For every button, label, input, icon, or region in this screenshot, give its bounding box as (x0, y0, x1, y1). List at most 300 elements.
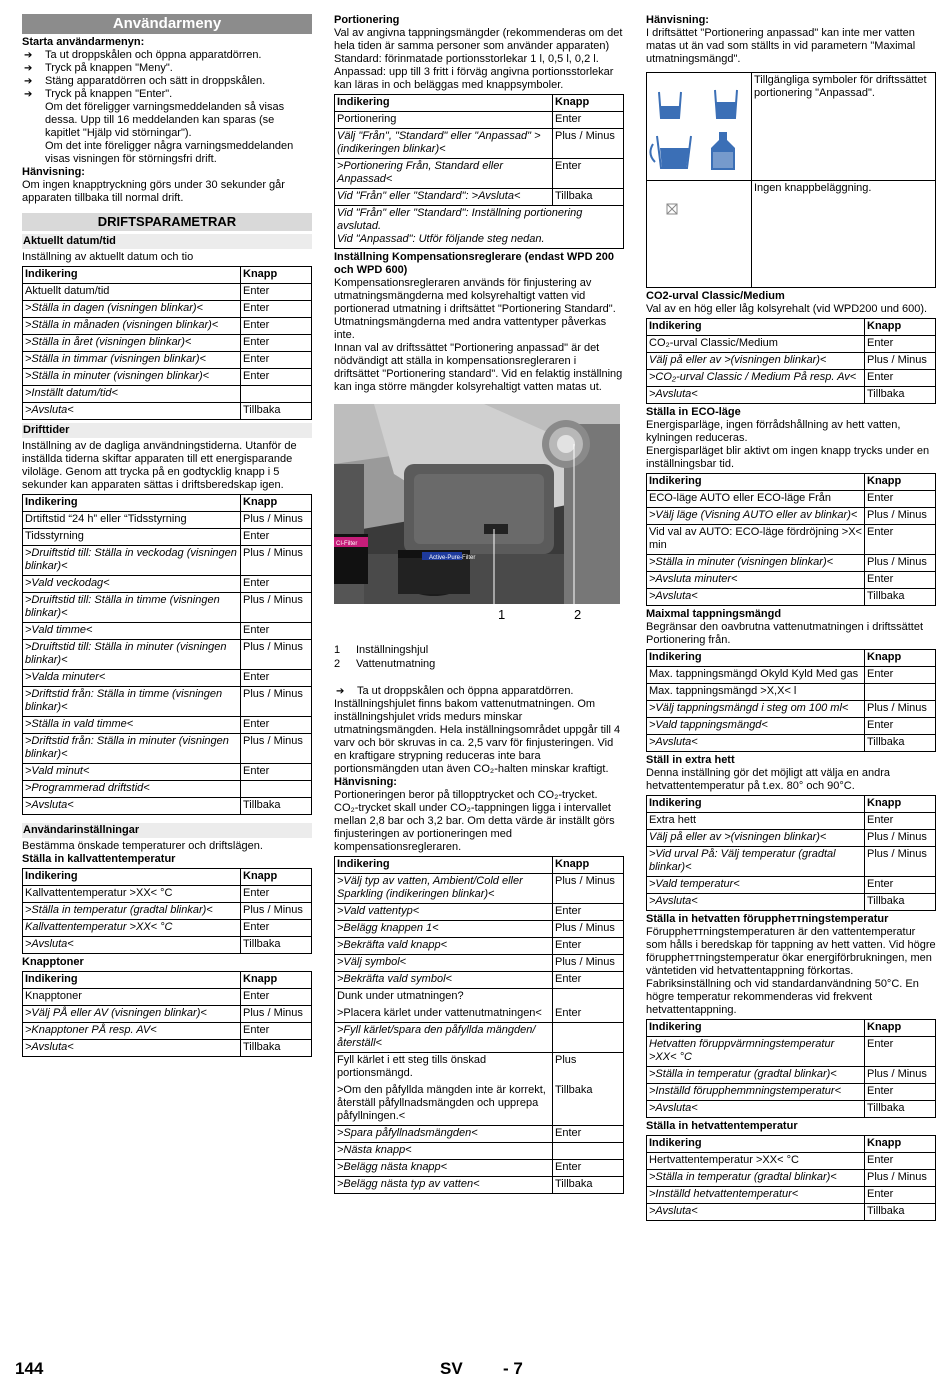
table-row (23, 352, 312, 369)
table-row (23, 903, 312, 920)
table-cell: >Avsluta< (647, 735, 865, 752)
table-row (647, 336, 936, 353)
subheading: CO2-urval Classic/Medium (646, 290, 785, 302)
table-cell: Tillbaka (241, 798, 312, 815)
settings-table (334, 856, 624, 1194)
table-row (647, 701, 936, 718)
column-left (22, 14, 312, 1059)
table-row (647, 1084, 936, 1101)
table-row (23, 1023, 312, 1040)
table-cell: Plus / Minus (241, 546, 312, 576)
table-cell (553, 1023, 624, 1053)
table-cell: Enter (553, 159, 624, 189)
table-cell: >Druiftstid till: Ställa in timme (visningen blinkar)< (23, 593, 241, 623)
table-cell: Enter (241, 670, 312, 687)
table-row (647, 1101, 936, 1118)
table-row (23, 495, 312, 512)
table-cell: >Vald veckodag< (23, 576, 241, 593)
table-cell: Enter (241, 576, 312, 593)
table-row (335, 206, 624, 249)
table-cell: >Portionering Från, Standard eller Anpassad< (335, 159, 553, 189)
settings-table (646, 1019, 936, 1118)
table-cell: Knapp (241, 267, 312, 284)
table-cell: Enter (553, 1126, 624, 1143)
table-cell: >Ställa in temperatur (gradtal blinkar)< (23, 903, 241, 920)
subsection-title: Drifttider (22, 423, 312, 438)
table-row (23, 640, 312, 670)
table-cell: Indikering (647, 319, 865, 336)
table-row (23, 886, 312, 903)
table-row (335, 189, 624, 206)
table-cell: Plus / Minus (865, 701, 936, 718)
table-cell: Enter (865, 877, 936, 894)
table-row (647, 1187, 936, 1204)
hint-text: Om ingen knapptryckning görs under 30 sekunder går apparaten tillbaka till normal drift. (22, 179, 285, 204)
table-row (647, 555, 936, 572)
table-row (23, 670, 312, 687)
table-cell: >Avsluta< (647, 387, 865, 404)
table-row (335, 112, 624, 129)
table-cell: >Vald temperatur< (647, 877, 865, 894)
table-row (23, 546, 312, 576)
table-cell: Tillbaka (865, 894, 936, 911)
table-cell: >Avsluta< (23, 1040, 241, 1057)
table-cell: Tillbaka (865, 1204, 936, 1221)
table-row (23, 1006, 312, 1023)
subsection-title: Användarinställningar (22, 823, 312, 838)
table-cell: Enter (865, 813, 936, 830)
table-row (23, 335, 312, 352)
table-cell: Indikering (335, 857, 553, 874)
table-cell: >Knapptoner PÅ resp. AV< (23, 1023, 241, 1040)
table-row (647, 894, 936, 911)
settings-table (22, 868, 312, 954)
table-row (335, 874, 624, 904)
page-number: 144 (15, 1359, 44, 1378)
table-row (647, 73, 936, 181)
table-cell: Plus / Minus (241, 1006, 312, 1023)
step: ➔ Tryck på knappen "Meny". (22, 62, 312, 75)
table-cell: >Belägg nästa typ av vatten< (335, 1177, 553, 1194)
step: ➔ Ta ut droppskålen och öppna apparatdörren. (334, 685, 624, 698)
table-cell: >Valda minuter< (23, 670, 241, 687)
subheading: Inställning Kompensationsreglerare (endast WPD 200 och WPD 600) (334, 251, 614, 276)
table-cell: Knapp (865, 1020, 936, 1037)
empty-symbol-icon (649, 182, 749, 234)
start-note: Om det inte föreligger några varningsmeddelanden visas visningen för störningsfri drift. (45, 140, 294, 165)
table-row (335, 1126, 624, 1143)
table-row (647, 508, 936, 525)
table-cell: Enter (865, 1153, 936, 1170)
table-cell: Enter (865, 1037, 936, 1067)
table-cell: >Avsluta< (23, 403, 241, 420)
table-cell: Indikering (647, 796, 865, 813)
table-cell: Indikering (647, 650, 865, 667)
table-cell: >Spara påfyllnadsmängden< (335, 1126, 553, 1143)
step: ➔ Ta ut droppskålen och öppna apparatdörren. (22, 49, 312, 62)
table-row (647, 387, 936, 404)
table-cell: Kallvattentemperatur >XX< °C (23, 920, 241, 937)
table-cell: >Välj symbol< (335, 955, 553, 972)
table-cell: >Avsluta< (647, 1204, 865, 1221)
table-cell: >Ställa in dagen (visningen blinkar)< (23, 301, 241, 318)
table-cell: Plus / Minus (865, 830, 936, 847)
table-cell (553, 1143, 624, 1160)
table-row (23, 781, 312, 798)
symbol-cell (647, 181, 752, 288)
table-cell: Tillgängliga symboler för driftssättet portionering "Anpassad". (752, 73, 936, 181)
table-cell: Max. tappningsmängd >X,X< l (647, 684, 865, 701)
table-cell: >Välj läge (Visning AUTO eller av blinkar)< (647, 508, 865, 525)
device-photo (334, 404, 620, 640)
table-row (647, 181, 936, 288)
paragraph: Kompensationsregleraren används för finjustering av utmatningsmängderna med kolsyrehaltigt vatten vid portionerad utmatning i driftsättet "Portionering Standard". Utmatningsmängderna med andra vattentyper påverkas inte. (334, 277, 616, 341)
table-row (23, 267, 312, 284)
table-row (647, 1153, 936, 1170)
table-cell: Enter (241, 717, 312, 734)
table-cell: Dunk under utmatningen? >Placera kärlet under vattenutmatningen< (335, 989, 553, 1023)
table-cell: Plus / Minus (241, 640, 312, 670)
table-cell: Vid "Från" eller "Standard": Inställning portionering avslutad. Vid "Anpassad": Utför följande steg nedan. (335, 206, 624, 249)
table-cell: Indikering (23, 869, 241, 886)
table-cell: Ingen knappbeläggning. (752, 181, 936, 288)
table-cell: Enter (865, 525, 936, 555)
table-cell: Hetvatten föruppvärmningstemperatur >XX< °C (647, 1037, 865, 1067)
table-cell: Enter (241, 369, 312, 386)
filter-label: CI-Filter (336, 541, 358, 547)
start-note: Om det föreligger varningsmeddelanden så visas dessa. Upp till 16 meddelanden kan sparas (se kapitlet "Hjälp vid störningar"). (45, 101, 285, 139)
table-cell: Aktuellt datum/tid (23, 284, 241, 301)
table-row (647, 877, 936, 894)
settings-table (646, 649, 936, 752)
table-row (23, 593, 312, 623)
table-row (23, 623, 312, 640)
table-row (647, 491, 936, 508)
table-cell: Plus / Minus (553, 921, 624, 938)
table-cell: Enter (865, 572, 936, 589)
table-cell: Enter (241, 301, 312, 318)
table-cell: >Vald vattentyp< (335, 904, 553, 921)
table-cell: Kallvattentemperatur >XX< °C (23, 886, 241, 903)
table-cell: >Bekräfta vald symbol< (335, 972, 553, 989)
table-cell: Enter (241, 335, 312, 352)
table-cell: >Ställa in temperatur (gradtal blinkar)< (647, 1170, 865, 1187)
table-row (647, 1020, 936, 1037)
table-cell: Enter (241, 529, 312, 546)
table-row (647, 1067, 936, 1084)
step: ➔ Tryck på knappen "Enter". (22, 88, 312, 101)
table-cell: Indikering (23, 972, 241, 989)
table-cell: Välj "Från", "Standard" eller "Anpassad" >(indikeringen blinkar)< (335, 129, 553, 159)
settings-table (646, 795, 936, 911)
table-cell: Enter (865, 1084, 936, 1101)
table-row (23, 798, 312, 815)
subheading: Ställ in extra hett (646, 754, 735, 766)
table-row (647, 525, 936, 555)
intro-text: Inställning av aktuellt datum och tio (22, 251, 194, 263)
settings-table (646, 318, 936, 404)
photo-legend (334, 643, 624, 671)
table-row (23, 937, 312, 954)
table-cell: Indikering (23, 267, 241, 284)
table-cell: >Ställa in månaden (visningen blinkar)< (23, 318, 241, 335)
table-row (335, 1023, 624, 1053)
photo-label-2: 2 (574, 607, 582, 622)
paragraph: Val av angivna tappningsmängder (rekommenderas om det hela tiden är samma personer som använder apparaten) (334, 27, 623, 52)
table-row (647, 589, 936, 606)
table-cell: >Ställa in minuter (visningen blinkar)< (647, 555, 865, 572)
table-cell: Fyll kärlet i ett steg tills önskad portionsmängd. >Om den påfyllda mängden inte är korrekt, återställ påfyllnadsmängden och upprepa påfyllningen.< (335, 1053, 553, 1126)
table-row (23, 386, 312, 403)
subheading: Maixmal tappningsmängd (646, 608, 782, 620)
intro-text: Bestämma önskade temperaturer och driftslägen. (22, 840, 263, 852)
table-cell: Plus / Minus (865, 508, 936, 525)
table-cell: Knapp (553, 95, 624, 112)
table-cell: Enter (553, 904, 624, 921)
subheading: Ställa in hetvattentemperatur (646, 1120, 798, 1132)
table-cell: Enter (241, 284, 312, 301)
table-cell: >Fyll kärlet/spara den påfyllda mängden/återställ< (335, 1023, 553, 1053)
table-cell: Enter (865, 1187, 936, 1204)
table-cell: Enter (241, 318, 312, 335)
table-cell: >Programmerad driftstid< (23, 781, 241, 798)
cup-symbols-icon (649, 74, 749, 174)
table-cell: >Avsluta< (23, 937, 241, 954)
table-cell: >Avsluta minuter< (647, 572, 865, 589)
subheading: Ställa in ECO-läge (646, 406, 741, 418)
table-row (647, 735, 936, 752)
table-row (23, 717, 312, 734)
table-cell: Max. tappningsmängd Okyld Kyld Med gas (647, 667, 865, 684)
table-cell: Tillbaka (241, 937, 312, 954)
table-row (23, 1040, 312, 1057)
table-cell: Enter (241, 623, 312, 640)
table-cell: >Avsluta< (647, 589, 865, 606)
table-cell: Portionering (335, 112, 553, 129)
table-row (335, 989, 624, 1023)
table-cell: Knapp (241, 495, 312, 512)
table-cell: >CO₂-urval Classic / Medium På resp. Av< (647, 370, 865, 387)
table-cell: >Inställd hetvattentemperatur< (647, 1187, 865, 1204)
table-cell: Plus / Minus (241, 903, 312, 920)
table-cell: >Avsluta< (647, 894, 865, 911)
table-cell: Tillbaka (241, 1040, 312, 1057)
table-row (647, 667, 936, 684)
table-row (335, 1177, 624, 1194)
table-cell: Enter (241, 764, 312, 781)
table-row (23, 512, 312, 529)
table-cell: Enter (553, 972, 624, 989)
section-title-drift: DRIFTSPARAMETRAR (22, 213, 312, 231)
table-cell: Knapp (865, 474, 936, 491)
table-row (647, 1136, 936, 1153)
table-row (23, 687, 312, 717)
table-cell: Knapp (865, 796, 936, 813)
settings-table (334, 94, 624, 249)
table-row (335, 1053, 624, 1126)
table-cell: Välj på eller av >(visningen blinkar)< (647, 830, 865, 847)
table-cell: Enter (553, 989, 624, 1023)
table-cell: Enter (241, 886, 312, 903)
table-cell: Enter (241, 1023, 312, 1040)
table-cell: Plus / Minus (553, 129, 624, 159)
table-cell: Enter (865, 667, 936, 684)
subsection-title: Aktuellt datum/tid (22, 234, 312, 249)
table-row (23, 369, 312, 386)
column-right (646, 14, 936, 1223)
table-row (647, 353, 936, 370)
table-cell: >Vald tappningsmängd< (647, 718, 865, 735)
table-cell: >Inställd föruppheттningstemperatur< (647, 1084, 865, 1101)
table-row (647, 1170, 936, 1187)
table-cell: Tillbaka (865, 589, 936, 606)
table-cell: >Vald minut< (23, 764, 241, 781)
table-cell (241, 781, 312, 798)
table-row (335, 95, 624, 112)
table-row (23, 920, 312, 937)
table-cell: >Driftstid från: Ställa in timme (visningen blinkar)< (23, 687, 241, 717)
table-row (23, 764, 312, 781)
paragraph: Standard: förinmatade portionsstorlekar 1 l, 0,5 l, 0,2 l. (334, 53, 599, 65)
table-cell: >Ställa in timmar (visningen blinkar)< (23, 352, 241, 369)
table-cell: Plus / Minus (865, 353, 936, 370)
table-cell: >Nästa knapp< (335, 1143, 553, 1160)
table-cell: >Bekräfta vald knapp< (335, 938, 553, 955)
table-row (335, 904, 624, 921)
table-cell: Plus / Minus (865, 847, 936, 877)
intro-text: Föruppheттningstemperaturen är den vattentemperatur som hålls i beredskap för tappning av hett vatten. Vid högre föruppheттningstemperatur ökar energiförbrukningen, men väntetiden vid hetvattentappning förkortas. Fabriksinställning och vid standardanvändning 50°C. En högre temperatur rekommenderas vid frekvent hetvattentappning. (646, 926, 936, 1016)
table-row (647, 796, 936, 813)
intro-text: Val av en hög eller låg kolsyrehalt (vid WPD200 und 600). (646, 303, 928, 315)
table-cell: Plus / Minus (553, 874, 624, 904)
column-middle (334, 14, 624, 1196)
table-cell: Enter (865, 718, 936, 735)
table-cell: Enter (241, 352, 312, 369)
table-cell: >Driftstid från: Ställa in minuter (visningen blinkar)< (23, 734, 241, 764)
hint-label: Hänvisning: (334, 776, 397, 788)
table-cell: >Avsluta< (647, 1101, 865, 1118)
table-cell: Knapp (865, 1136, 936, 1153)
paragraph: Energisparläge, ingen förrådshållning av hett vatten, kylningen reduceras. (646, 419, 901, 444)
table-cell: Plus / Minus (241, 593, 312, 623)
table-row (335, 1160, 624, 1177)
table-row (23, 734, 312, 764)
start-steps (22, 49, 312, 101)
language-code: SV (440, 1359, 463, 1378)
table-row (23, 301, 312, 318)
table-cell: Indikering (335, 95, 553, 112)
table-cell: Tillbaka (553, 1177, 624, 1194)
subheading: Knapptoner (22, 956, 84, 968)
table-cell: Plus / Minus (241, 687, 312, 717)
hint-label: Hänvisning: (22, 166, 85, 178)
table-row (23, 284, 312, 301)
table-row (335, 921, 624, 938)
table-row (647, 718, 936, 735)
table-cell: Plus Tillbaka (553, 1053, 624, 1126)
table-cell: Knapp (553, 857, 624, 874)
table-row (647, 370, 936, 387)
table-row (647, 319, 936, 336)
start-heading: Starta användarmenyn: (22, 36, 145, 48)
table-cell: Tillbaka (865, 387, 936, 404)
table-cell: Plus / Minus (865, 1067, 936, 1084)
table-row (23, 403, 312, 420)
section-title-user-menu: Användarmeny (22, 14, 312, 34)
table-cell: Hertvattentemperatur >XX< °C (647, 1153, 865, 1170)
table-cell: Knapp (241, 869, 312, 886)
table-cell: >Ställa in minuter (visningen blinkar)< (23, 369, 241, 386)
table-cell: Vid "Från" eller "Standard": >Avsluta< (335, 189, 553, 206)
table-cell: Tillbaka (553, 189, 624, 206)
table-row (335, 938, 624, 955)
table-cell: Drtiftstid “24 h” eller “Tidsstyrning (23, 512, 241, 529)
table-row (647, 1037, 936, 1067)
table-cell: >Ställa in vald timme< (23, 717, 241, 734)
table-row (335, 857, 624, 874)
legend-item: 2 Vattenutmatning (334, 658, 436, 670)
table-cell: Plus / Minus (865, 1170, 936, 1187)
table-cell: Indikering (647, 474, 865, 491)
table-cell: Knapp (865, 319, 936, 336)
table-cell: >Ställa in året (visningen blinkar)< (23, 335, 241, 352)
table-cell: Knapp (865, 650, 936, 667)
table-row (647, 684, 936, 701)
table-cell: Plus / Minus (241, 512, 312, 529)
table-cell: Knapp (241, 972, 312, 989)
table-cell: >Välj PÅ eller AV (visningen blinkar)< (23, 1006, 241, 1023)
table-cell: Enter (553, 1160, 624, 1177)
table-cell: >Druiftstid till: Ställa in minuter (visningen blinkar)< (23, 640, 241, 670)
subheading: Ställa in hetvatten föruppheттningstemperatur (646, 913, 889, 925)
table-cell: Vid val av AUTO: ECO-läge fördröjning >X< min (647, 525, 865, 555)
table-cell: Enter (553, 112, 624, 129)
table-row (647, 650, 936, 667)
table-cell (241, 386, 312, 403)
paragraph: Inställningshjulet finns bakom vattenutmatningen. Om inställningshjulet vrids medurs minskar utmatningsmängden. Hela inställningsområdet uppgår till 4 varv och bör skruvas in ca. 2,5 varv för finjusteringen. Vid en kraftigare strypning reduceras inte bara portionsmängden utan även CO₂-halten minskar kraftigt. (334, 698, 621, 775)
symbol-cell (647, 73, 752, 181)
table-cell: Plus / Minus (865, 555, 936, 572)
settings-table (22, 494, 312, 815)
paragraph: Anpassad: upp till 3 fritt i förväg angivna portionsstorlekar kan läras in och beläggas med knappsymboler. (334, 66, 614, 91)
table-cell: Enter (865, 336, 936, 353)
table-row (335, 1143, 624, 1160)
table-cell: Tillbaka (865, 1101, 936, 1118)
device-photo-drawing (334, 404, 620, 640)
table-cell: >Avsluta< (23, 798, 241, 815)
hint-text: I driftsättet "Portionering anpassad" kan inte mer vatten matas ut än vad som ställts in vid parametern "Maximal utmatningsmängd". (646, 27, 916, 65)
table-cell: >Belägg nästa knapp< (335, 1160, 553, 1177)
table-row (335, 955, 624, 972)
table-cell: Enter (241, 989, 312, 1006)
section-number: - 7 (503, 1359, 523, 1378)
intro-text: Inställning av de dagliga användningstiderna. Utanför de inställda tiderna skiftar apparaten till ett energisparande viloläge. Genom att trycka på en godtycklig knapp i 5 sekunder kan apparaten sättas i driftsberedskap igen. (22, 440, 297, 491)
table-cell: >Vid urval På: Välj temperatur (gradtal blinkar)< (647, 847, 865, 877)
table-row (647, 847, 936, 877)
table-cell: >Druiftstid till: Ställa in veckodag (visningen blinkar)< (23, 546, 241, 576)
table-row (647, 572, 936, 589)
table-cell: Enter (241, 920, 312, 937)
table-row (23, 529, 312, 546)
table-cell: >Belägg knappen 1< (335, 921, 553, 938)
table-cell: Tillbaka (241, 403, 312, 420)
table-cell: Tidsstyrning (23, 529, 241, 546)
table-cell: Plus / Minus (241, 734, 312, 764)
table-row (23, 989, 312, 1006)
table-row (23, 869, 312, 886)
settings-table (22, 266, 312, 420)
filter-label: Active-Pure-Filter (429, 555, 476, 561)
